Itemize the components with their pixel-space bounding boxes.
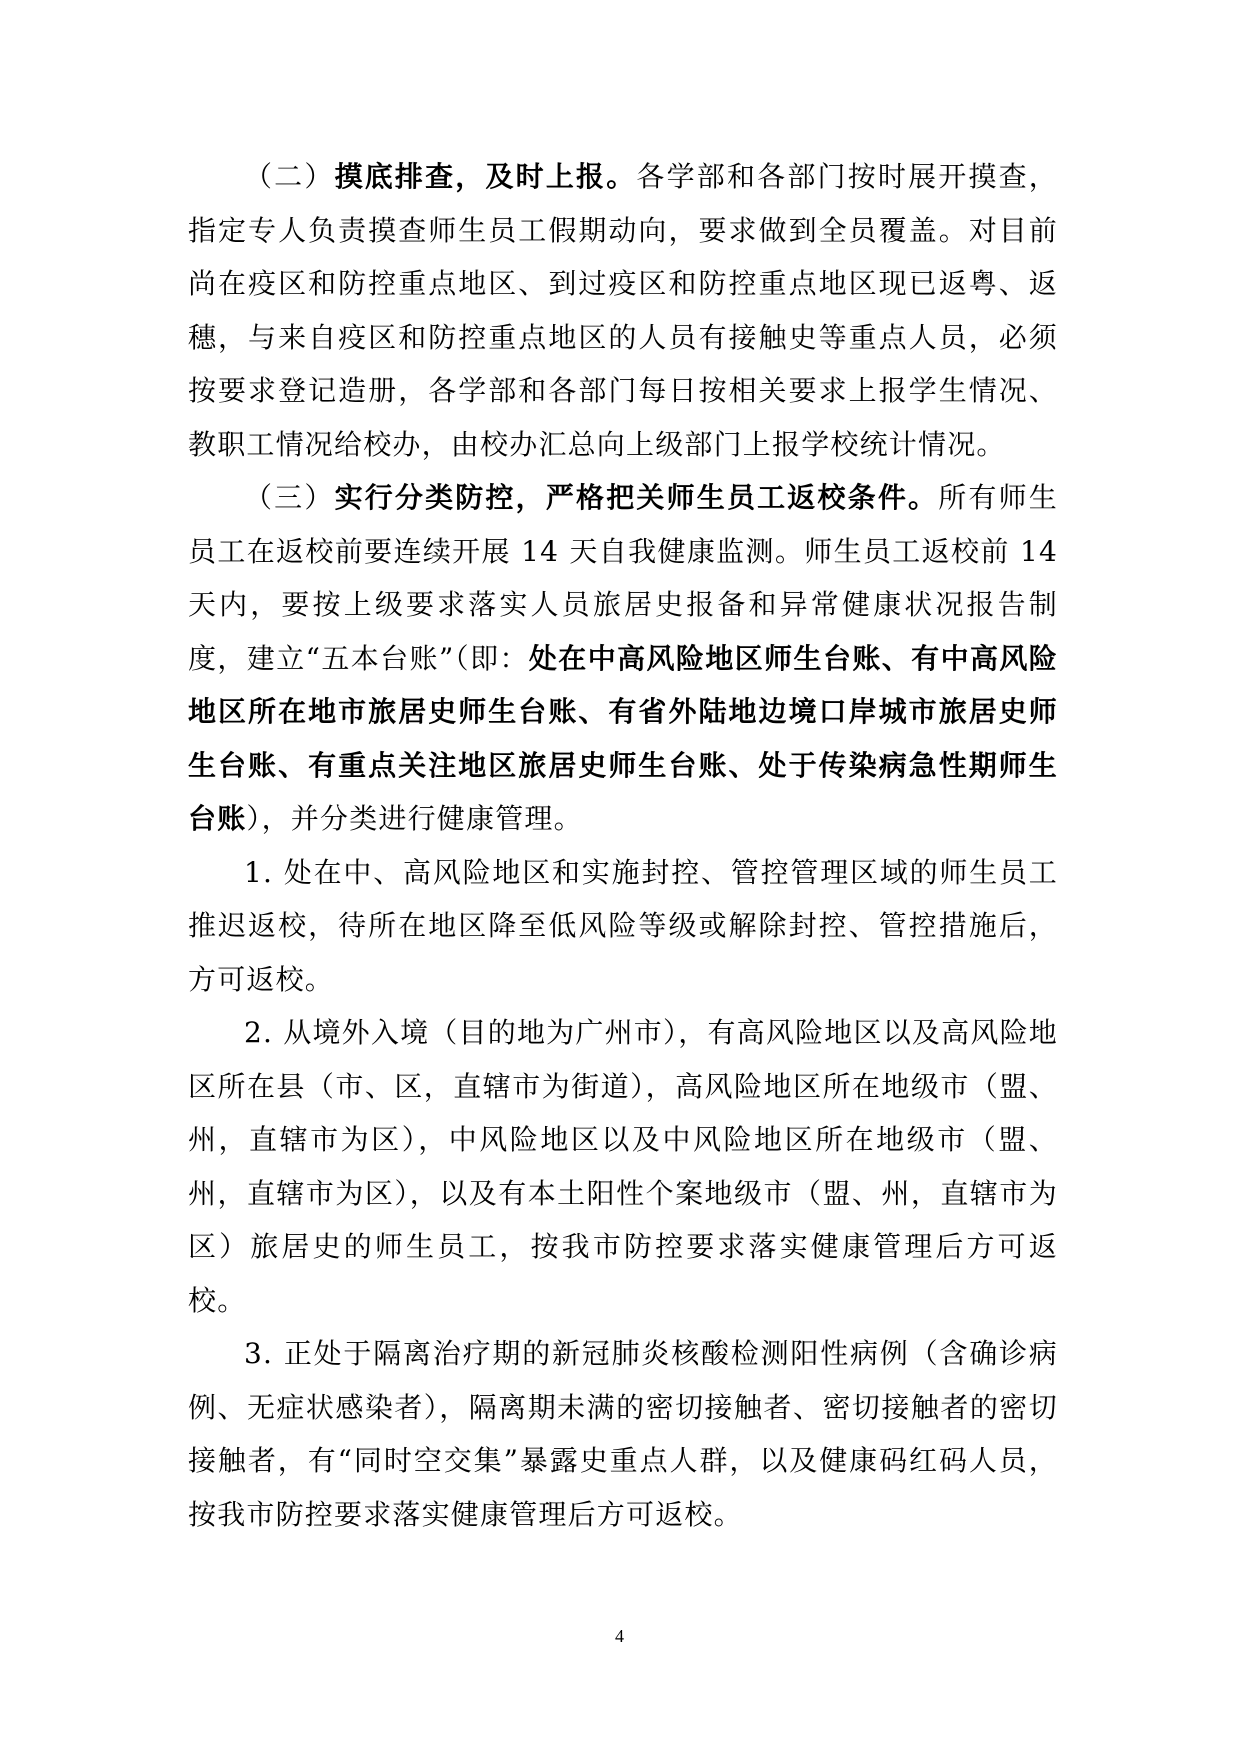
paragraph-classified-control bbox=[188, 471, 1058, 846]
paragraph-text: 2. 从境外入境（目的地为广州市），有高风险地区以及高风险地区所在县（市、区，直辖市为街道），高风险地区所在地级市（盟、州，直辖市为区），中风险地区以及中风险地区所在地级市（盟、州，直辖市为区），以及有本土阳性个案地级市（盟、州，直辖市为区）旅居史的师生员工，按我市防控要求落实健康管理后方可返校。 bbox=[188, 1016, 1058, 1317]
paragraph-text: 各学部和各部门按时展开摸查，指定专人负责摸查师生员工假期动向，要求做到全员覆盖。对目前尚在疫区和防控重点地区、到过疫区和防控重点地区现已返粤、返穗，与来自疫区和防控重点地区的人员有接触史等重点人员，必须按要求登记造册，各学部和各部门每日按相关要求上报学生情况、教职工情况给校办，由校办汇总向上级部门上报学校统计情况。 bbox=[188, 160, 1058, 461]
paragraph-survey-reporting bbox=[188, 150, 1058, 471]
paragraph-item-1 bbox=[188, 846, 1058, 1007]
section-heading: 实行分类防控，严格把关师生员工返校条件。 bbox=[334, 481, 939, 514]
page-number: 4 bbox=[615, 1626, 624, 1646]
paragraph-text: 所有师生员工在返校前要连续开展 14 天自我健康监测。师生员工返校前 14 天内，要按上级要求落实人员旅居史报备和异常健康状况报告制度，建立“五本台账”（即： bbox=[188, 481, 1058, 675]
paragraph-text-end: ），并分类进行健康管理。 bbox=[246, 802, 583, 835]
document-body bbox=[188, 150, 1058, 1541]
paragraph-item-3 bbox=[188, 1327, 1058, 1541]
ledger-list-bold: 处在中高风险地区师生台账、有中高风险地区所在地市旅居史师生台账、有省外陆地边境口岸城市旅居史师生台账、有重点关注地区旅居史师生台账、处于传染病急性期师生台账 bbox=[188, 641, 1058, 835]
paragraph-text: 3. 正处于隔离治疗期的新冠肺炎核酸检测阳性病例（含确诊病例、无症状感染者），隔离期未满的密切接触者、密切接触者的密切接触者，有“同时空交集”暴露史重点人群，以及健康码红码人员，按我市防控要求落实健康管理后方可返校。 bbox=[188, 1337, 1058, 1531]
section-number: （二） bbox=[244, 160, 335, 193]
paragraph-item-2 bbox=[188, 1006, 1058, 1327]
section-number: （三） bbox=[244, 481, 335, 514]
paragraph-text: 1. 处在中、高风险地区和实施封控、管控管理区域的师生员工推迟返校，待所在地区降至低风险等级或解除封控、管控措施后，方可返校。 bbox=[188, 855, 1058, 996]
section-heading: 摸底排查，及时上报。 bbox=[334, 160, 637, 193]
